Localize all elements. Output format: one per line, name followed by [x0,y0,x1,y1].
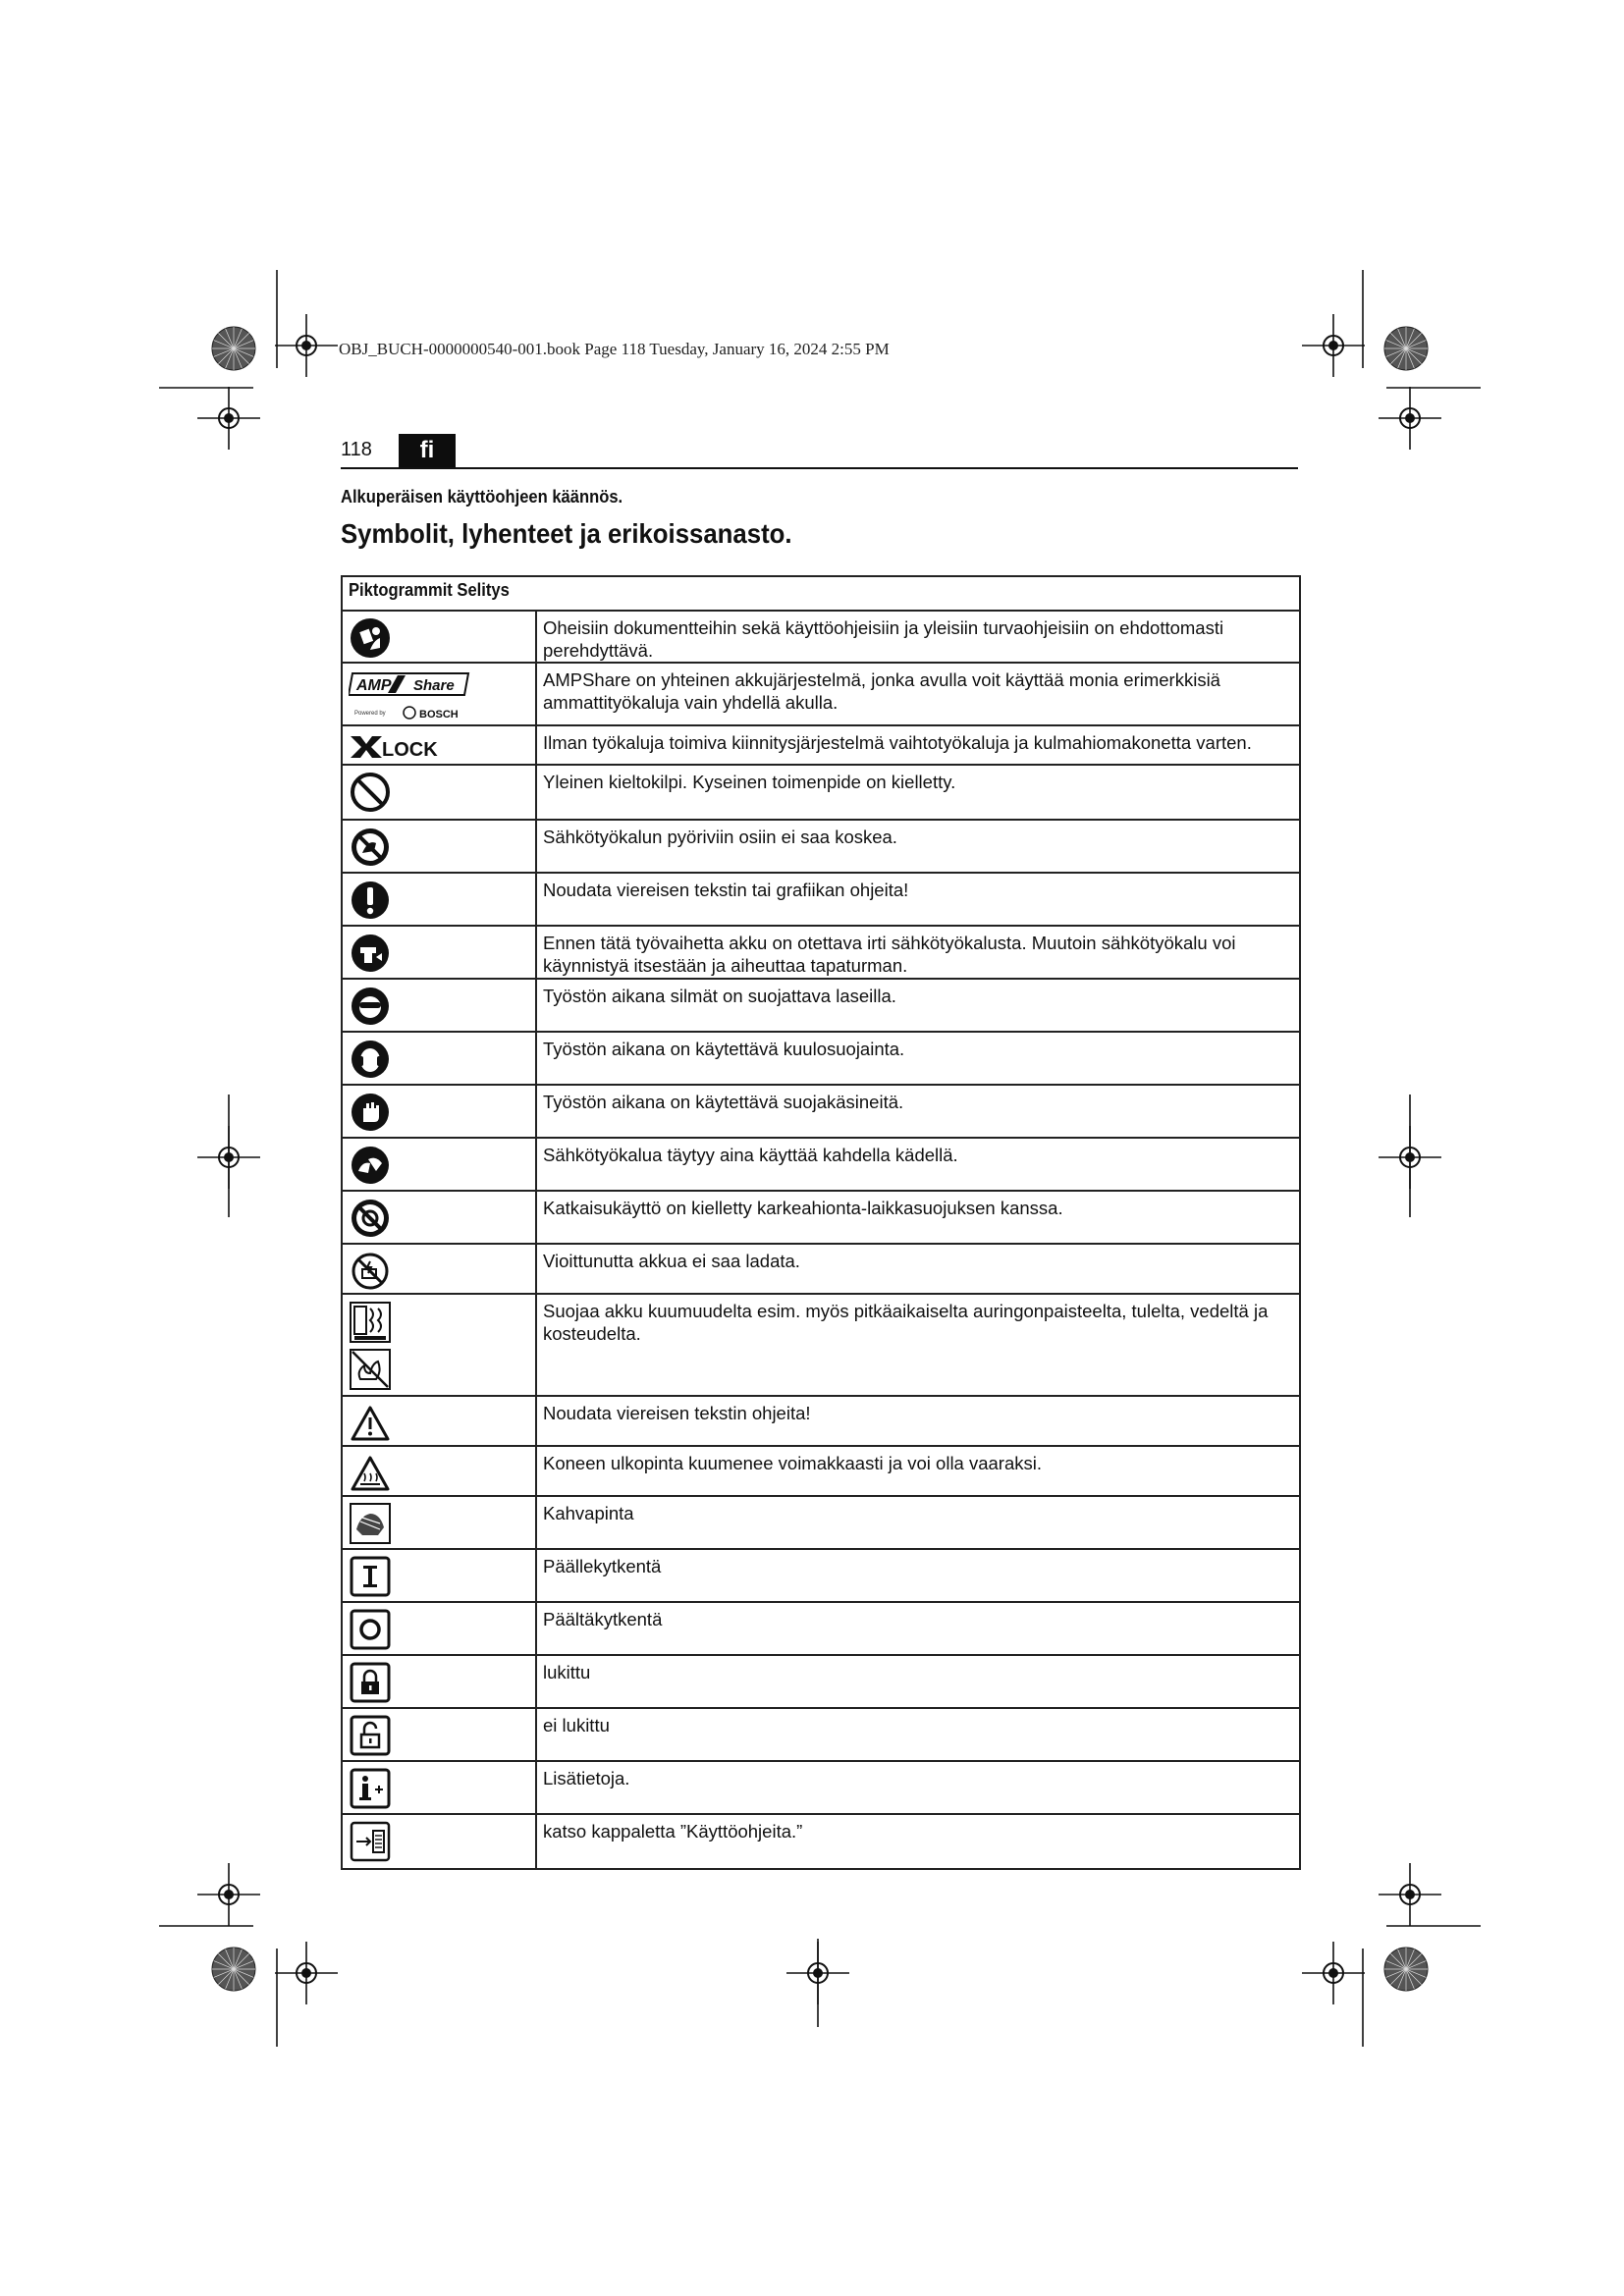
table-row [342,1814,1300,1869]
row-text: Sähkötyökalua täytyy aina käyttää kahdella kädellä. [536,1138,1300,1191]
row-text: Päällekytkentä [536,1549,1300,1602]
remove-battery-icon [349,932,392,975]
section-title: Symbolit, lyhenteet ja erikoissanasto. [341,518,792,549]
row-text: Oheisiin dokumentteihin sekä käyttöohjeisiin ja yleisiin turvaohjeisiin on ehdottomasti perehdyttävä. [536,611,1300,663]
xlock-logo [349,732,447,762]
row-text: Katkaisukäyttö on kielletty karkeahionta-laikkasuojuksen kanssa. [536,1191,1300,1244]
table-row [342,1708,1300,1761]
table-row [342,1191,1300,1244]
switch-off-icon [349,1608,392,1651]
info-icon [349,1767,392,1810]
book-file-header: OBJ_BUCH-0000000540-001.book Page 118 Tuesday, January 16, 2024 2:55 PM [339,340,890,358]
row-text: Vioittunutta akkua ei saa ladata. [536,1244,1300,1294]
unlocked-icon [349,1714,392,1757]
do-not-touch-rotating-icon [349,826,392,869]
table-row [342,1032,1300,1085]
row-text: Työstön aikana silmät on suojattava laseilla. [536,979,1300,1032]
language-tab: fi [399,434,456,467]
row-text: Noudata viereisen tekstin tai grafiikan ohjeita! [536,873,1300,926]
row-text: Koneen ulkopinta kuumenee voimakkaasti ja voi olla vaaraksi. [536,1446,1300,1496]
translation-note: Alkuperäisen käyttöohjeen käännös. [341,487,623,507]
row-text: katso kappaletta ”Käyttöohjeita.” [536,1814,1300,1869]
row-text: Yleinen kieltokilpi. Kyseinen toimenpide on kielletty. [536,765,1300,820]
row-text: Lisätietoja. [536,1761,1300,1814]
page-number: 118 [341,439,372,460]
header-rule [341,467,1298,469]
table-row [342,1244,1300,1294]
table-row [342,663,1300,725]
table-row [342,820,1300,873]
no-cutting-with-guard-icon [349,1197,392,1240]
row-text: Päältäkytkentä [536,1602,1300,1655]
xlock-text: LOCK [382,739,438,761]
ampshare-amp-text: AMP [356,677,392,694]
hot-surface-icon [349,1452,392,1495]
row-text: Ennen tätä työvaihetta akku on otettava irti sähkötyökalusta. Muutoin sähkötyökalu voi käynnistyä itsestään ja aiheuttaa tapaturman. [536,926,1300,979]
no-fire-water-icon [349,1348,392,1391]
grip-surface-icon [349,1502,392,1545]
row-text: lukittu [536,1655,1300,1708]
table-row [342,1549,1300,1602]
symbols-table-container [341,575,1299,1870]
table-row [342,1446,1300,1496]
row-text: Työstön aikana on käytettävä kuulosuojainta. [536,1032,1300,1085]
prohibition-icon [349,771,392,814]
row-text: AMPShare on yhteinen akkujärjestelmä, jonka avulla voit käyttää monia erimerkkisiä ammattityökaluja vain yhdellä akulla. [536,663,1300,725]
locked-icon [349,1661,392,1704]
table-row [342,1761,1300,1814]
ear-protection-icon [349,1038,392,1081]
table-row [342,1138,1300,1191]
mandatory-exclamation-icon [349,879,392,922]
read-manual-icon [349,616,392,660]
no-charging-damaged-battery-icon [349,1250,392,1293]
row-text: ei lukittu [536,1708,1300,1761]
eye-protection-icon [349,985,392,1028]
row-text: Sähkötyökalun pyöriviin osiin ei saa koskea. [536,820,1300,873]
row-text: Noudata viereisen tekstin ohjeita! [536,1396,1300,1446]
table-row [342,1602,1300,1655]
two-hands-icon [349,1144,392,1187]
table-row [342,611,1300,663]
bosch-text: BOSCH [419,709,459,721]
ampshare-share-text: Share [413,677,455,694]
table-header [342,576,1300,611]
table-row [342,725,1300,765]
table-row [342,926,1300,979]
warning-triangle-icon [349,1402,392,1445]
ampshare-powered-text: Powered by [354,711,386,717]
table-row [342,765,1300,820]
battery-heat-sign-icon [349,1301,392,1344]
row-text: Suojaa akku kuumuudelta esim. myös pitkäaikaiselta auringonpaisteelta, tulelta, vedeltä ja kosteudelta. [536,1294,1300,1396]
table-header-row [342,576,1300,611]
table-row [342,873,1300,926]
ampshare-logo [349,669,476,722]
symbols-table [341,575,1301,1870]
table-header-label: Piktogrammit Selitys [349,580,510,600]
see-section-icon [349,1820,392,1863]
table-row [342,1396,1300,1446]
row-text: Työstön aikana on käytettävä suojakäsineitä. [536,1085,1300,1138]
switch-on-icon [349,1555,392,1598]
table-row [342,1085,1300,1138]
table-row [342,1655,1300,1708]
table-row [342,979,1300,1032]
row-text: Ilman työkaluja toimiva kiinnitysjärjestelmä vaihtotyökaluja ja kulmahiomakonetta varten. [536,725,1300,765]
table-row [342,1294,1300,1396]
row-text: Kahvapinta [536,1496,1300,1549]
gloves-icon [349,1091,392,1134]
table-row [342,1496,1300,1549]
